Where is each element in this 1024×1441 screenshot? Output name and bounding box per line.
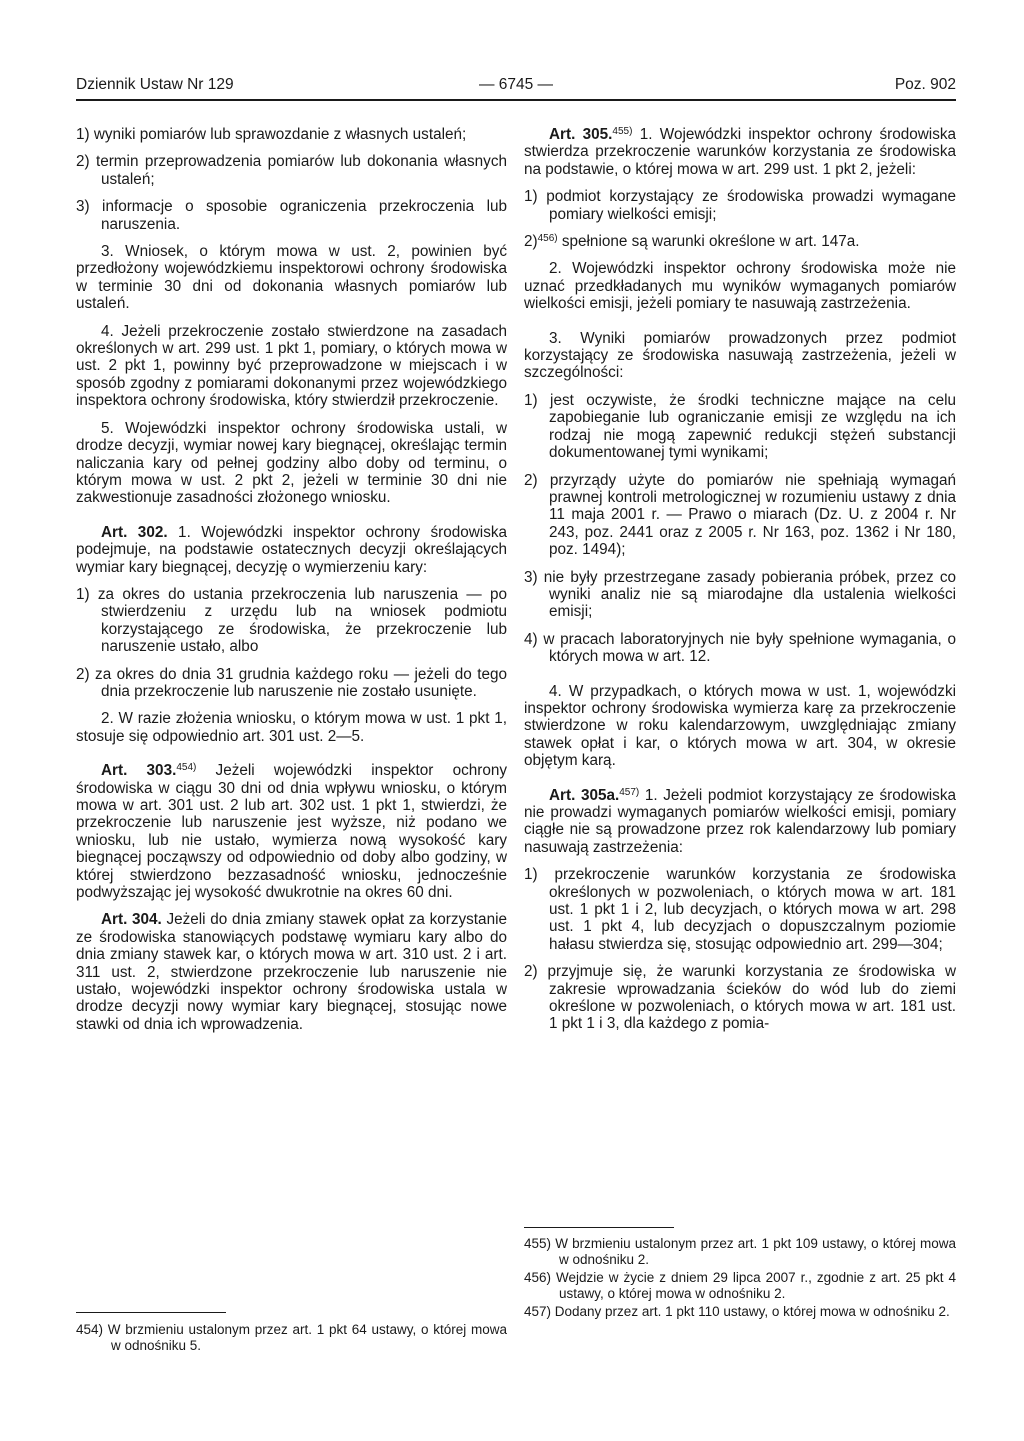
right-footnotes — [524, 1236, 956, 1323]
article-305a — [524, 787, 956, 857]
footnote-ref: 456) — [537, 233, 558, 245]
header-rule — [76, 99, 956, 101]
paragraph: 3. Wniosek, o którym mowa w ust. 2, powinien być przedłożony wojewódzkiemu inspektorowi ochrony środowiska w terminie 30 dni od dokonania własnych pomiarów lub ustaleń. — [76, 243, 507, 313]
article-label: Art. 302. — [101, 523, 168, 541]
article-text: 1. Jeżeli podmiot korzystający ze środowiska nie prowadzi wymaganych pomiarów wielkości emisji, pomiary ciągłe nie są prowadzone przez rok kalendarzowy lub pomiary nasuwają zastrzeżenia: — [524, 786, 956, 856]
list-item: 2) termin przeprowadzenia pomiarów lub dokonania własnych ustaleń; — [76, 153, 507, 188]
list-item: 3) informacje o sposobie ograniczenia przekroczenia lub naruszenia. — [76, 198, 507, 233]
article-303 — [76, 762, 507, 901]
item-text: spełnione są warunki określone w art. 147a. — [557, 233, 860, 251]
article-label: Art. 305. — [549, 126, 613, 143]
list-item: 2) za okres do dnia 31 grudnia każdego roku — jeżeli do tego dnia przekroczenie lub naruszenie nie zostało usunięte. — [76, 665, 507, 700]
footnote-454: 454) W brzmieniu ustalonym przez art. 1 pkt 64 ustawy, o której mowa w odnośniku 5. — [76, 1322, 507, 1353]
article-text: 1. Wojewódzki inspektor ochrony środowiska podejmuje, na podstawie ostatecznych decyzji określających wymiar kary biegnącej, decyzję o wymierzeniu kary: — [76, 523, 508, 576]
list-item: 1) jest oczywiste, że środki techniczne mające na celu zapobieganie lub ograniczanie emisji ze względu na ich rodzaj nie mogą zapewnić redukcji stężeń substancji dokumentowanej tymi wynikami; — [524, 391, 956, 462]
footnote-ref: 455) — [612, 126, 633, 137]
footnote-ref: 454) — [176, 762, 197, 774]
footnote-456: 456) Wejdzie w życie z dniem 29 lipca 2007 r., zgodnie z art. 25 pkt 4 ustawy, o której mowa w odnośniku 2. — [524, 1270, 956, 1301]
paragraph: 4. Jeżeli przekroczenie zostało stwierdzone na zasadach określonych w art. 299 ust. 1 pkt 1, pomiary, o których mowa w ust. 2 pkt 1, powinny być przeprowadzone w miejscach i w sposób zgodny z pomiarami dokonanymi przez wojewódzkiego inspektora ochrony środowiska, który stwierdził przekroczenie. — [76, 322, 507, 410]
article-label: Art. 303. — [101, 762, 177, 780]
footnote-455: 455) W brzmieniu ustalonym przez art. 1 pkt 109 ustawy, o której mowa w odnośniku 2. — [524, 1236, 956, 1267]
footnote-ref: 457) — [619, 786, 640, 798]
right-column — [524, 126, 956, 1033]
article-label: Art. 305a. — [549, 786, 620, 804]
list-item: 4) w pracach laboratoryjnych nie były spełnione wymagania, o których mowa w art. 12. — [524, 630, 956, 666]
page-header — [76, 76, 956, 96]
article-text: Jeżeli do dnia zmiany stawek opłat za korzystanie ze środowiska stanowiących podstawę wymiaru kary albo do dnia zmiany stawek kar, o których mowa w art. 310 ust. 2 i art. 311 ust. 2, stwierdzone przekroczenie lub naruszenie nie ustało, wojewódzki inspektor ochrony środowiska ustala w drodze decyzji nowy wymiar kary biegnącej, stosując nowe stawki od dnia ich wprowadzenia. — [76, 911, 507, 1033]
article-304 — [76, 911, 507, 1033]
list-item: 3) nie były przestrzegane zasady pobierania próbek, przez co wyniki analiz nie są miarodajne dla ustalenia wielkości emisji; — [524, 568, 956, 621]
list-item: 2) przyrządy użyte do pomiarów nie spełniają wymagań prawnej kontroli metrologicznej w rozumieniu ustawy z dnia 11 maja 2001 r. — Prawo o miarach (Dz. U. z 2004 r. Nr 243, poz. 2441 oraz z 2005 r. Nr 163, poz. 1362 i Nr 180, poz. 1494); — [524, 471, 956, 559]
article-label: Art. 304. — [101, 911, 162, 929]
article-302 — [76, 524, 507, 576]
footnote-457: 457) Dodany przez art. 1 pkt 110 ustawy, o której mowa w odnośniku 2. — [524, 1304, 950, 1319]
paragraph: 3. Wyniki pomiarów prowadzonych przez podmiot korzystający ze środowiska nasuwają zastrzeżenia, jeżeli w szczególności: — [524, 329, 956, 382]
left-column — [76, 126, 507, 1033]
position-number: Poz. 902 — [894, 76, 956, 93]
paragraph: 5. Wojewódzki inspektor ochrony środowiska ustali, w drodze decyzji, wymiar nowej kary biegnącej, określając termin naliczania kary od pełnej godziny albo doby od terminu, o którym mowa w ust. 2 pkt 2, jeżeli w terminie 30 dni nie zakwestionuje zasadności złożonego wniosku. — [76, 419, 507, 507]
paragraph: 2. Wojewódzki inspektor ochrony środowiska może nie uznać przedkładanych mu wyników wymaganych pomiarów wielkości emisji, jeżeli pomiary te nasuwają zastrzeżenia. — [524, 260, 956, 313]
list-item: 2) przyjmuje się, że warunki korzystania ze środowiska w zakresie wprowadzania ścieków do wód lub do ziemi określone w pozwoleniach, o których mowa w art. 181 ust. 1 pkt 1 i 3, dla każdego z pomia- — [524, 963, 956, 1033]
list-item: 1) wyniki pomiarów lub sprawozdanie z własnych ustaleń; — [76, 126, 467, 143]
list-item: 1) podmiot korzystający ze środowiska prowadzi wymagane pomiary wielkości emisji; — [524, 188, 956, 223]
list-item: 1) przekroczenie warunków korzystania ze środowiska określonych w pozwoleniach, o których mowa w art. 181 ust. 1 pkt 1 i 2, lub decyzjach, o których mowa w art. 298 ust. 1 pkt 4, lub decyzjach o dopuszczalnym poziomie hałasu stwierdza się, stosując odpowiednio art. 299—304; — [524, 866, 956, 953]
footnote-rule — [76, 1312, 226, 1313]
journal-title: Dziennik Ustaw Nr 129 — [76, 76, 234, 93]
list-item: 1) za okres do ustania przekroczenia lub naruszenia — po stwierdzeniu z urzędu lub na wniosek podmiotu korzystającego ze środowiska, że przekroczenie lub naruszenie ustało, albo — [76, 585, 507, 656]
article-text: 1. Wojewódzki inspektor ochrony środowiska stwierdza przekroczenie warunków korzystania ze środowiska na podstawie, o której mowa w art. 299 ust. 1 pkt 2, jeżeli: — [524, 126, 957, 178]
list-item — [524, 233, 956, 250]
paragraph: 4. W przypadkach, o których mowa w ust. 1, wojewódzki inspektor ochrony środowiska wymierza karę za przekroczenie stwierdzone w roku kalendarzowym, uwzględniając zmiany stawek opłat i kar, o których mowa w art. 304, w okresie objętym karą. — [524, 682, 956, 770]
paragraph: 2. W razie złożenia wniosku, o którym mowa w ust. 1 pkt 1, stosuje się odpowiednio art. 301 ust. 2—5. — [76, 710, 507, 745]
left-footnotes — [76, 1322, 507, 1356]
article-text: Jeżeli wojewódzki inspektor ochrony środowiska w ciągu 30 dni od dnia wpływu wniosku, o którym mowa w art. 301 ust. 2 lub art. 302 ust. 1 pkt 1, stwierdzi, że przekroczenie lub naruszenie jest wyższe, niż podano we wniosku, lub nie ustało, wymierza nową wysokość kary biegnącej począwszy od odpowiednio od doby albo godziny, w której stwierdzono bezzasadność wniosku, jednocześnie podwyższając jej wysokość dwukrotnie na okres 60 dni. — [76, 762, 507, 902]
page-number: — 6745 — — [478, 76, 554, 93]
footnote-rule — [524, 1227, 674, 1228]
item-number: 2) — [524, 233, 538, 251]
article-305 — [524, 126, 956, 178]
